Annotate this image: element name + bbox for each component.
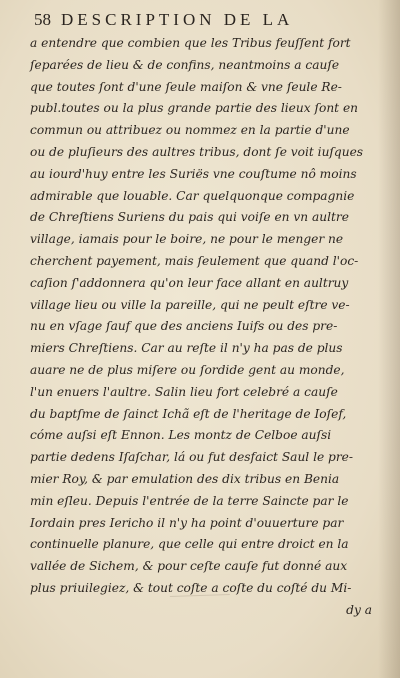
- text-line: vallée de Sichem, & pour ceſte cauſe fut donné aux: [30, 559, 348, 574]
- text-line: ou de pluſieurs des aultres tribus, dont ſe voit iuſques: [30, 144, 364, 159]
- text-line: caſion ſ'addonnera qu'on leur face allant en aultruy: [30, 275, 349, 290]
- text-line: village lieu ou ville la pareille, qui ne peult eſtre ve-: [30, 297, 350, 312]
- text-line: que toutes ſont d'une ſeule maiſon & vne ſeule Re-: [30, 79, 342, 94]
- text-line: commun ou attribuez ou nommez en la partie d'une: [30, 123, 350, 138]
- text-line: miers Chreſtiens. Car au reſte il n'y ha pas de plus: [30, 341, 343, 356]
- body-text: [30, 33, 386, 622]
- text-line: min eſleu. Depuis l'entrée de la terre Saincte par le: [30, 493, 349, 508]
- text-line: cherchent payement, mais ſeulement que quand l'oc-: [30, 253, 359, 268]
- text-line: nu en vſage ſauf que des anciens Iuifs ou des pre-: [30, 319, 338, 334]
- text-line: ſeparées de lieu & de confins, neantmoins a cauſe: [30, 57, 340, 72]
- text-line: mier Roy, & par emulation des dix tribus en Benia: [30, 471, 340, 486]
- text-line: Iordain pres Iericho il n'y ha point d'ouuerture par: [30, 515, 344, 530]
- text-line: du baptſme de ſainct Ichã eſt de l'heritage de Ioſef,: [30, 406, 347, 421]
- text-line: partie dedens Iſaſchar, lá ou fut desfaict Saul le pre-: [30, 450, 354, 465]
- page-number: 58: [34, 10, 51, 29]
- text-line: de Chreſtiens Suriens du pais qui voiſe en vn aultre: [30, 210, 349, 225]
- text-line: village, iamais pour le boire, ne pour le menger ne: [30, 232, 344, 247]
- text-line: continuelle planure, que celle qui entre droict en la: [30, 537, 349, 552]
- text-line: publ.toutes ou la plus grande partie des lieux ſont en: [30, 101, 359, 116]
- text-line: a entendre que combien que les Tribus feuſſent fort: [30, 36, 351, 50]
- text-line: cóme auſsi eſt Ennon. Les montz de Celboe auſsi: [30, 428, 332, 443]
- bleed-through-mark: [170, 594, 230, 607]
- text-line: auare ne de plus miſere ou ſordide gent au monde,: [30, 362, 345, 377]
- text-line: au iourd'huy entre les Suriës vne couſtume nô moins: [30, 166, 357, 181]
- text-line: plus priuilegiez, & tout coſte a coſte du coſté du Mi-: [30, 580, 352, 595]
- text-line-last: dy a: [346, 602, 372, 617]
- text-line: admirable que louable. Car quelquonque compagnie: [30, 188, 355, 203]
- text-line: l'un enuers l'aultre. Salin lieu fort celebré a cauſe: [30, 384, 338, 399]
- running-head: DESCRIPTION DE LA: [61, 10, 294, 29]
